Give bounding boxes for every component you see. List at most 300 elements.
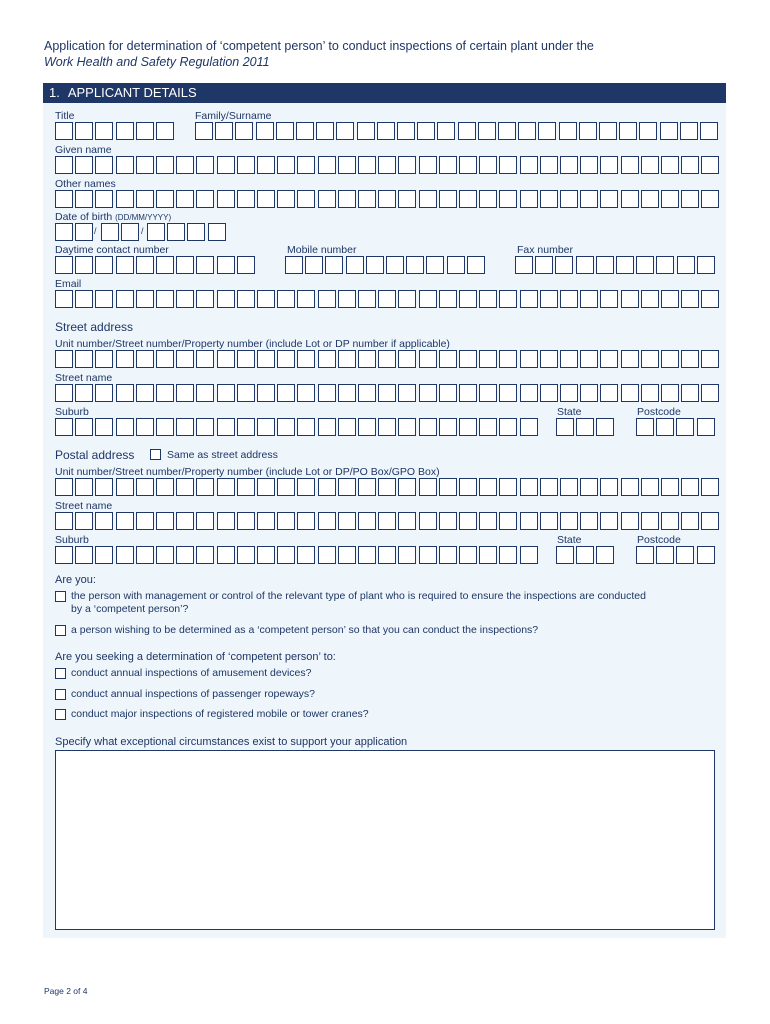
char-box[interactable] xyxy=(338,190,356,208)
char-box[interactable] xyxy=(136,350,154,368)
char-box[interactable] xyxy=(297,512,315,530)
char-box[interactable] xyxy=(621,290,639,308)
same-as-street-checkbox[interactable] xyxy=(150,449,161,460)
char-box[interactable] xyxy=(621,156,639,174)
char-box[interactable] xyxy=(520,290,538,308)
char-box[interactable] xyxy=(697,256,715,274)
char-box[interactable] xyxy=(358,290,376,308)
char-box[interactable] xyxy=(196,256,214,274)
char-box[interactable] xyxy=(136,290,154,308)
char-box[interactable] xyxy=(116,546,134,564)
char-box[interactable] xyxy=(75,156,93,174)
char-box[interactable] xyxy=(499,290,517,308)
char-box[interactable] xyxy=(458,122,476,140)
char-box[interactable] xyxy=(661,290,679,308)
char-box[interactable] xyxy=(661,156,679,174)
char-box[interactable] xyxy=(237,290,255,308)
char-box[interactable] xyxy=(641,350,659,368)
char-box[interactable] xyxy=(556,418,574,436)
char-box[interactable] xyxy=(580,156,598,174)
char-box[interactable] xyxy=(419,478,437,496)
char-box[interactable] xyxy=(95,418,113,436)
char-box[interactable] xyxy=(478,122,496,140)
char-box[interactable] xyxy=(297,418,315,436)
char-box[interactable] xyxy=(136,256,154,274)
char-box[interactable] xyxy=(676,546,694,564)
char-box[interactable] xyxy=(338,512,356,530)
char-box[interactable] xyxy=(217,190,235,208)
char-box[interactable] xyxy=(555,256,573,274)
char-box[interactable] xyxy=(95,512,113,530)
char-box[interactable] xyxy=(701,156,719,174)
char-box[interactable] xyxy=(237,350,255,368)
char-box[interactable] xyxy=(580,190,598,208)
char-box[interactable] xyxy=(156,190,174,208)
char-box[interactable] xyxy=(156,478,174,496)
char-box[interactable] xyxy=(600,512,618,530)
char-box[interactable] xyxy=(297,384,315,402)
char-box[interactable] xyxy=(681,290,699,308)
char-box[interactable] xyxy=(215,122,233,140)
char-box[interactable] xyxy=(479,478,497,496)
char-box[interactable] xyxy=(378,546,396,564)
char-box[interactable] xyxy=(636,418,654,436)
char-box[interactable] xyxy=(479,156,497,174)
char-box[interactable] xyxy=(641,512,659,530)
char-box[interactable] xyxy=(176,290,194,308)
char-box[interactable] xyxy=(419,512,437,530)
char-box[interactable] xyxy=(498,122,516,140)
char-box[interactable] xyxy=(196,350,214,368)
char-box[interactable] xyxy=(95,156,113,174)
char-box[interactable] xyxy=(217,546,235,564)
char-box[interactable] xyxy=(518,122,536,140)
char-box[interactable] xyxy=(580,290,598,308)
char-box[interactable] xyxy=(237,418,255,436)
char-box[interactable] xyxy=(576,256,594,274)
char-box[interactable] xyxy=(600,478,618,496)
char-box[interactable] xyxy=(479,350,497,368)
char-box[interactable] xyxy=(560,290,578,308)
char-box[interactable] xyxy=(479,418,497,436)
char-box[interactable] xyxy=(217,478,235,496)
char-box[interactable] xyxy=(156,384,174,402)
char-box[interactable] xyxy=(701,478,719,496)
char-box[interactable] xyxy=(621,512,639,530)
char-box[interactable] xyxy=(520,190,538,208)
char-box[interactable] xyxy=(237,190,255,208)
char-box[interactable] xyxy=(358,418,376,436)
char-box[interactable] xyxy=(95,384,113,402)
char-box[interactable] xyxy=(366,256,384,274)
char-box[interactable] xyxy=(75,122,93,140)
char-box[interactable] xyxy=(257,190,275,208)
char-box[interactable] xyxy=(116,418,134,436)
char-box[interactable] xyxy=(196,512,214,530)
char-box[interactable] xyxy=(121,223,139,241)
char-box[interactable] xyxy=(358,512,376,530)
char-box[interactable] xyxy=(136,156,154,174)
char-box[interactable] xyxy=(560,478,578,496)
char-box[interactable] xyxy=(641,190,659,208)
char-box[interactable] xyxy=(439,418,457,436)
char-box[interactable] xyxy=(358,546,376,564)
char-box[interactable] xyxy=(277,478,295,496)
char-box[interactable] xyxy=(540,190,558,208)
char-box[interactable] xyxy=(75,256,93,274)
char-box[interactable] xyxy=(316,122,334,140)
char-box[interactable] xyxy=(116,156,134,174)
char-box[interactable] xyxy=(237,512,255,530)
char-box[interactable] xyxy=(398,290,416,308)
char-box[interactable] xyxy=(55,122,73,140)
char-box[interactable] xyxy=(358,350,376,368)
char-box[interactable] xyxy=(75,384,93,402)
char-box[interactable] xyxy=(217,256,235,274)
char-box[interactable] xyxy=(386,256,404,274)
char-box[interactable] xyxy=(196,418,214,436)
char-box[interactable] xyxy=(459,350,477,368)
char-box[interactable] xyxy=(398,512,416,530)
char-box[interactable] xyxy=(257,290,275,308)
char-box[interactable] xyxy=(621,350,639,368)
char-box[interactable] xyxy=(346,256,364,274)
char-box[interactable] xyxy=(419,290,437,308)
char-box[interactable] xyxy=(136,512,154,530)
char-box[interactable] xyxy=(95,290,113,308)
char-box[interactable] xyxy=(499,156,517,174)
char-box[interactable] xyxy=(660,122,678,140)
char-box[interactable] xyxy=(297,190,315,208)
char-box[interactable] xyxy=(297,478,315,496)
char-box[interactable] xyxy=(176,478,194,496)
char-box[interactable] xyxy=(520,546,538,564)
char-box[interactable] xyxy=(196,156,214,174)
char-box[interactable] xyxy=(499,512,517,530)
char-box[interactable] xyxy=(520,512,538,530)
char-box[interactable] xyxy=(398,156,416,174)
char-box[interactable] xyxy=(75,290,93,308)
char-box[interactable] xyxy=(600,350,618,368)
char-box[interactable] xyxy=(116,384,134,402)
char-box[interactable] xyxy=(75,478,93,496)
char-box[interactable] xyxy=(701,384,719,402)
char-box[interactable] xyxy=(276,122,294,140)
char-box[interactable] xyxy=(681,156,699,174)
char-box[interactable] xyxy=(336,122,354,140)
char-box[interactable] xyxy=(378,478,396,496)
char-box[interactable] xyxy=(176,256,194,274)
char-box[interactable] xyxy=(95,256,113,274)
char-box[interactable] xyxy=(697,418,715,436)
char-box[interactable] xyxy=(196,546,214,564)
char-box[interactable] xyxy=(641,384,659,402)
char-box[interactable] xyxy=(661,384,679,402)
char-box[interactable] xyxy=(701,290,719,308)
char-box[interactable] xyxy=(277,190,295,208)
char-box[interactable] xyxy=(419,156,437,174)
char-box[interactable] xyxy=(116,256,134,274)
char-box[interactable] xyxy=(701,190,719,208)
char-box[interactable] xyxy=(398,546,416,564)
char-box[interactable] xyxy=(156,290,174,308)
char-box[interactable] xyxy=(277,350,295,368)
char-box[interactable] xyxy=(459,478,477,496)
char-box[interactable] xyxy=(540,156,558,174)
char-box[interactable] xyxy=(560,384,578,402)
char-box[interactable] xyxy=(217,384,235,402)
char-box[interactable] xyxy=(176,190,194,208)
char-box[interactable] xyxy=(439,478,457,496)
char-box[interactable] xyxy=(560,156,578,174)
char-box[interactable] xyxy=(439,290,457,308)
char-box[interactable] xyxy=(560,512,578,530)
char-box[interactable] xyxy=(277,384,295,402)
char-box[interactable] xyxy=(680,122,698,140)
char-box[interactable] xyxy=(535,256,553,274)
char-box[interactable] xyxy=(297,156,315,174)
char-box[interactable] xyxy=(661,190,679,208)
char-box[interactable] xyxy=(398,418,416,436)
char-box[interactable] xyxy=(176,546,194,564)
char-box[interactable] xyxy=(600,384,618,402)
char-box[interactable] xyxy=(419,350,437,368)
char-box[interactable] xyxy=(447,256,465,274)
char-box[interactable] xyxy=(681,512,699,530)
char-box[interactable] xyxy=(378,290,396,308)
char-box[interactable] xyxy=(55,190,73,208)
char-box[interactable] xyxy=(621,384,639,402)
char-box[interactable] xyxy=(55,546,73,564)
char-box[interactable] xyxy=(378,512,396,530)
char-box[interactable] xyxy=(641,478,659,496)
char-box[interactable] xyxy=(257,156,275,174)
char-box[interactable] xyxy=(338,290,356,308)
char-box[interactable] xyxy=(257,350,275,368)
char-box[interactable] xyxy=(277,512,295,530)
char-box[interactable] xyxy=(116,478,134,496)
char-box[interactable] xyxy=(75,418,93,436)
char-box[interactable] xyxy=(701,350,719,368)
char-box[interactable] xyxy=(136,122,154,140)
cranes-checkbox[interactable] xyxy=(55,709,66,720)
char-box[interactable] xyxy=(75,512,93,530)
char-box[interactable] xyxy=(636,256,654,274)
char-box[interactable] xyxy=(437,122,455,140)
char-box[interactable] xyxy=(406,256,424,274)
char-box[interactable] xyxy=(257,512,275,530)
char-box[interactable] xyxy=(136,418,154,436)
char-box[interactable] xyxy=(75,190,93,208)
char-box[interactable] xyxy=(55,256,73,274)
char-box[interactable] xyxy=(681,384,699,402)
char-box[interactable] xyxy=(176,156,194,174)
char-box[interactable] xyxy=(697,546,715,564)
char-box[interactable] xyxy=(579,122,597,140)
char-box[interactable] xyxy=(600,290,618,308)
char-box[interactable] xyxy=(439,190,457,208)
char-box[interactable] xyxy=(419,546,437,564)
char-box[interactable] xyxy=(101,223,119,241)
competent-person-checkbox[interactable] xyxy=(55,625,66,636)
char-box[interactable] xyxy=(520,384,538,402)
char-box[interactable] xyxy=(156,122,174,140)
char-box[interactable] xyxy=(297,546,315,564)
char-box[interactable] xyxy=(600,190,618,208)
char-box[interactable] xyxy=(499,418,517,436)
char-box[interactable] xyxy=(136,546,154,564)
char-box[interactable] xyxy=(167,223,185,241)
char-box[interactable] xyxy=(580,350,598,368)
char-box[interactable] xyxy=(599,122,617,140)
char-box[interactable] xyxy=(417,122,435,140)
char-box[interactable] xyxy=(55,478,73,496)
char-box[interactable] xyxy=(576,418,594,436)
char-box[interactable] xyxy=(479,384,497,402)
char-box[interactable] xyxy=(600,156,618,174)
char-box[interactable] xyxy=(156,156,174,174)
char-box[interactable] xyxy=(639,122,657,140)
char-box[interactable] xyxy=(338,546,356,564)
char-box[interactable] xyxy=(257,384,275,402)
char-box[interactable] xyxy=(676,418,694,436)
char-box[interactable] xyxy=(277,290,295,308)
char-box[interactable] xyxy=(156,350,174,368)
char-box[interactable] xyxy=(195,122,213,140)
char-box[interactable] xyxy=(656,418,674,436)
char-box[interactable] xyxy=(176,512,194,530)
char-box[interactable] xyxy=(540,290,558,308)
char-box[interactable] xyxy=(296,122,314,140)
char-box[interactable] xyxy=(580,478,598,496)
char-box[interactable] xyxy=(596,418,614,436)
char-box[interactable] xyxy=(156,546,174,564)
char-box[interactable] xyxy=(596,546,614,564)
char-box[interactable] xyxy=(398,478,416,496)
char-box[interactable] xyxy=(75,223,93,241)
char-box[interactable] xyxy=(641,290,659,308)
char-box[interactable] xyxy=(520,350,538,368)
char-box[interactable] xyxy=(467,256,485,274)
char-box[interactable] xyxy=(217,350,235,368)
char-box[interactable] xyxy=(257,418,275,436)
char-box[interactable] xyxy=(580,512,598,530)
char-box[interactable] xyxy=(325,256,343,274)
char-box[interactable] xyxy=(75,546,93,564)
char-box[interactable] xyxy=(479,190,497,208)
char-box[interactable] xyxy=(540,478,558,496)
char-box[interactable] xyxy=(338,384,356,402)
char-box[interactable] xyxy=(419,190,437,208)
char-box[interactable] xyxy=(338,350,356,368)
char-box[interactable] xyxy=(661,512,679,530)
char-box[interactable] xyxy=(419,384,437,402)
char-box[interactable] xyxy=(318,546,336,564)
char-box[interactable] xyxy=(479,290,497,308)
char-box[interactable] xyxy=(318,418,336,436)
char-box[interactable] xyxy=(439,512,457,530)
char-box[interactable] xyxy=(636,546,654,564)
char-box[interactable] xyxy=(378,350,396,368)
char-box[interactable] xyxy=(681,190,699,208)
char-box[interactable] xyxy=(237,156,255,174)
char-box[interactable] xyxy=(95,546,113,564)
char-box[interactable] xyxy=(277,418,295,436)
char-box[interactable] xyxy=(459,546,477,564)
char-box[interactable] xyxy=(499,190,517,208)
char-box[interactable] xyxy=(479,512,497,530)
char-box[interactable] xyxy=(619,122,637,140)
char-box[interactable] xyxy=(560,190,578,208)
char-box[interactable] xyxy=(318,290,336,308)
char-box[interactable] xyxy=(681,350,699,368)
char-box[interactable] xyxy=(147,223,165,241)
char-box[interactable] xyxy=(237,478,255,496)
char-box[interactable] xyxy=(338,418,356,436)
char-box[interactable] xyxy=(621,478,639,496)
char-box[interactable] xyxy=(520,418,538,436)
char-box[interactable] xyxy=(677,256,695,274)
char-box[interactable] xyxy=(136,384,154,402)
char-box[interactable] xyxy=(377,122,395,140)
char-box[interactable] xyxy=(277,546,295,564)
char-box[interactable] xyxy=(358,190,376,208)
char-box[interactable] xyxy=(576,546,594,564)
char-box[interactable] xyxy=(520,478,538,496)
char-box[interactable] xyxy=(357,122,375,140)
char-box[interactable] xyxy=(318,350,336,368)
char-box[interactable] xyxy=(116,290,134,308)
amusement-devices-checkbox[interactable] xyxy=(55,668,66,679)
char-box[interactable] xyxy=(176,350,194,368)
char-box[interactable] xyxy=(378,418,396,436)
char-box[interactable] xyxy=(95,190,113,208)
char-box[interactable] xyxy=(55,384,73,402)
char-box[interactable] xyxy=(297,290,315,308)
char-box[interactable] xyxy=(459,190,477,208)
char-box[interactable] xyxy=(358,384,376,402)
char-box[interactable] xyxy=(661,478,679,496)
char-box[interactable] xyxy=(499,350,517,368)
char-box[interactable] xyxy=(621,190,639,208)
char-box[interactable] xyxy=(196,190,214,208)
char-box[interactable] xyxy=(55,156,73,174)
char-box[interactable] xyxy=(556,546,574,564)
management-control-checkbox[interactable] xyxy=(55,591,66,602)
char-box[interactable] xyxy=(661,350,679,368)
char-box[interactable] xyxy=(459,156,477,174)
char-box[interactable] xyxy=(95,122,113,140)
char-box[interactable] xyxy=(459,512,477,530)
char-box[interactable] xyxy=(540,350,558,368)
char-box[interactable] xyxy=(75,350,93,368)
char-box[interactable] xyxy=(520,156,538,174)
char-box[interactable] xyxy=(217,156,235,174)
char-box[interactable] xyxy=(156,418,174,436)
char-box[interactable] xyxy=(176,418,194,436)
char-box[interactable] xyxy=(439,350,457,368)
char-box[interactable] xyxy=(156,512,174,530)
char-box[interactable] xyxy=(397,122,415,140)
char-box[interactable] xyxy=(217,418,235,436)
char-box[interactable] xyxy=(318,512,336,530)
char-box[interactable] xyxy=(297,350,315,368)
char-box[interactable] xyxy=(700,122,718,140)
char-box[interactable] xyxy=(426,256,444,274)
char-box[interactable] xyxy=(459,418,477,436)
char-box[interactable] xyxy=(378,156,396,174)
char-box[interactable] xyxy=(55,512,73,530)
